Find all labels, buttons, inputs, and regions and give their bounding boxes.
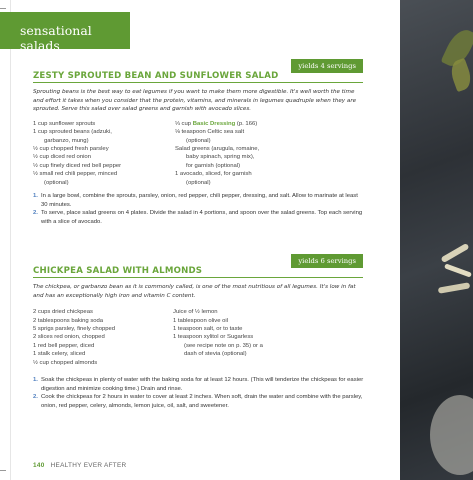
- ingredient: (optional): [44, 179, 69, 186]
- ingredient: 1 avocado, sliced, for garnish: [175, 171, 252, 178]
- ingredient: 1 red bell pepper, diced: [33, 342, 95, 349]
- ingredient: 2 cups dried chickpeas: [33, 309, 93, 316]
- ingredient: ½ cup finely diced red bell pepper: [33, 162, 122, 169]
- sprout-decoration: [441, 243, 470, 263]
- recipe-intro: The chickpea, or garbanzo bean as it is commonly called, is one of the most nutritious of all legumes. It's low in fat and has an exceptionally high iron and vitamin C content.: [33, 284, 356, 299]
- yield-badge: yields 4 servings: [291, 59, 363, 73]
- step-text: In a large bowl, combine the sprouts, parsley, onion, red pepper, chili pepper, dressing, and salt. Allow to marinate at least 30 minutes.: [41, 193, 358, 208]
- sprout-decoration: [438, 282, 471, 293]
- step-number: 2.: [33, 394, 38, 401]
- bowl-decoration: [430, 395, 473, 475]
- ingredient: ½ small red chili pepper, minced: [33, 171, 118, 178]
- ingredient: 1 teaspoon salt, or to taste: [173, 326, 243, 332]
- sprout-decoration: [444, 263, 472, 277]
- ingredient: garbanzo, mung): [44, 137, 89, 144]
- section-header-band: [0, 12, 130, 53]
- recipe-title-row: [33, 257, 363, 278]
- cross-reference-link[interactable]: Basic Dressing: [192, 120, 236, 127]
- ingredient: ⅛ teaspoon Celtic sea salt: [175, 129, 245, 136]
- section-header-title: sensational salads: [20, 23, 92, 53]
- recipe-title-row: [33, 62, 363, 83]
- step-number: 2.: [33, 210, 38, 217]
- ingredient: 1 stalk celery, sliced: [33, 351, 86, 358]
- ingredient: ½ cup chopped fresh parsley: [33, 146, 109, 152]
- ingredients-list: [33, 308, 363, 367]
- ingredients-column-right: [173, 308, 263, 367]
- ingredient: 1 cup sunflower sprouts: [33, 120, 96, 127]
- ingredient: (see recipe note on p. 35) or a: [184, 342, 263, 349]
- ingredient: Juice of ½ lemon: [173, 309, 218, 316]
- ingredient: Salad greens (arugula, romaine,: [175, 146, 260, 152]
- ingredient: 1 tablespoon olive oil: [173, 317, 229, 324]
- ingredient: dash of stevia (optional): [184, 351, 247, 358]
- ingredient: 2 slices red onion, chopped: [33, 334, 105, 341]
- ingredients-column-left: [33, 120, 175, 187]
- recipe-step: [33, 376, 371, 393]
- recipe-zesty-sprouted-bean: [33, 62, 363, 226]
- ingredients-column-right: [175, 120, 259, 187]
- ingredients-column-left: [33, 308, 173, 367]
- ingredients-list: [33, 120, 363, 187]
- recipe-step: [33, 393, 371, 410]
- crop-mark-top: [0, 8, 6, 9]
- ingredient: ⅓ cup Basic Dressing (p. 166): [175, 120, 258, 127]
- recipe-title: ZESTY SPROUTED BEAN AND SUNFLOWER SALAD: [33, 71, 279, 81]
- recipe-chickpea-salad: [33, 257, 364, 410]
- ingredient: (optional): [186, 137, 211, 144]
- ingredient: 1 cup sprouted beans (adzuki,: [33, 129, 112, 136]
- page-footer: [33, 462, 126, 469]
- food-photo: [400, 0, 473, 480]
- page-number: 140: [33, 462, 45, 469]
- recipe-steps: [33, 192, 365, 226]
- recipe-step: [33, 209, 365, 226]
- step-text: Cook the chickpeas for 2 hours in water to cover at least 2 inches. When soft, drain the water and combine with the parsley, onion, red pepper, celery, almonds, lemon juice, oil, salt, and sweetener.: [41, 394, 363, 409]
- ingredient: 5 sprigs parsley, finely chopped: [33, 326, 116, 332]
- recipe-steps: [33, 376, 371, 410]
- running-footer-title: HEALTHY EVER AFTER: [50, 462, 127, 469]
- yield-badge: yields 6 servings: [291, 254, 363, 268]
- crop-mark-bottom: [0, 470, 6, 471]
- ingredient: (optional): [186, 179, 211, 186]
- step-text: Soak the chickpeas in plenty of water with the baking soda for at least 12 hours. (This will tenderize the chickpeas for easier digestion and minimize cooking time.) Drain and rinse.: [41, 377, 364, 392]
- ingredient: ½ cup diced red onion: [33, 154, 91, 161]
- recipe-title: CHICKPEA SALAD WITH ALMONDS: [33, 266, 203, 276]
- recipe-intro: Sprouting beans is the best way to eat legumes if you want to make them more digestible. It's well worth the time and effort it takes when you consider that the protein, vitamins, and minerals in legumes quadruple when they are sprouted. Serve this salad over salad greens and garnish with avocado slices.: [33, 89, 357, 113]
- ingredient: 1 teaspoon xylitol or Sugarless: [173, 334, 254, 341]
- step-number: 1.: [33, 377, 38, 384]
- step-text: To serve, place salad greens on 4 plates. Divide the salad in 4 portions, and spoon over the salad greens. Top each serving with a slice of avocado.: [41, 210, 363, 225]
- ingredient: 2 tablespoons baking soda: [33, 317, 104, 324]
- ingredient: for garnish (optional): [186, 162, 241, 169]
- ingredient: ½ cup chopped almonds: [33, 359, 98, 366]
- recipe-step: [33, 192, 365, 209]
- page-edge: [10, 0, 11, 480]
- ingredient: baby spinach, spring mix),: [186, 154, 255, 161]
- step-number: 1.: [33, 193, 38, 200]
